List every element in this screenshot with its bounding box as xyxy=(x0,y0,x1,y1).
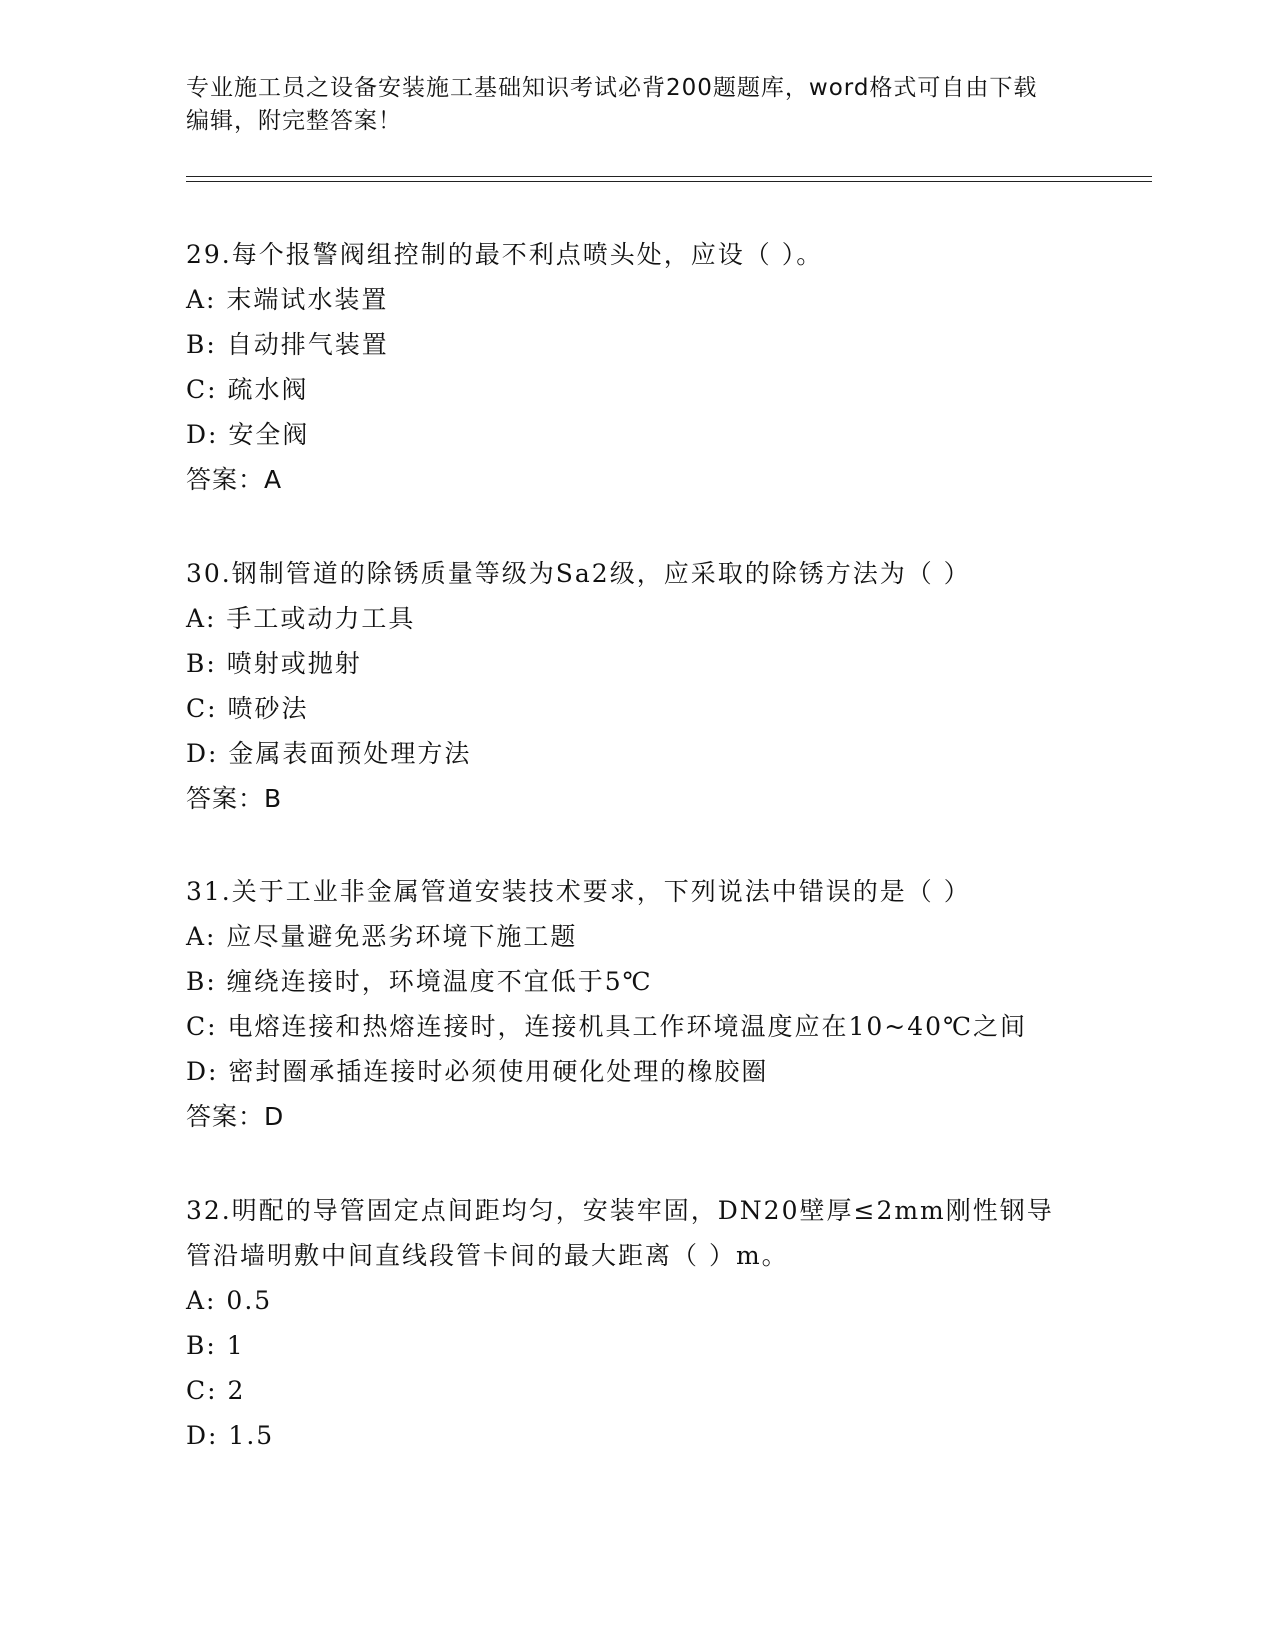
header-line-1: 专业施工员之设备安装施工基础知识考试必背200题题库，word格式可自由下载 xyxy=(186,75,1038,101)
question-31 xyxy=(186,869,1066,1139)
question-stem: 31.关于工业非金属管道安装技术要求，下列说法中错误的是（ ） xyxy=(186,877,971,906)
answer: 答案：A xyxy=(186,465,283,494)
option-d: D: 密封圈承插连接时必须使用硬化处理的橡胶圈 xyxy=(186,1057,769,1086)
option-a: A: 末端试水装置 xyxy=(186,285,389,314)
question-30 xyxy=(186,551,1066,821)
question-32 xyxy=(186,1188,1066,1458)
answer: 答案：D xyxy=(186,1102,285,1131)
option-c: C: 疏水阀 xyxy=(186,375,309,404)
option-c: C: 喷砂法 xyxy=(186,694,309,723)
question-stem-line-2: 管沿墙明敷中间直线段管卡间的最大距离（ ）m。 xyxy=(186,1241,789,1270)
option-a: A: 0.5 xyxy=(186,1286,273,1315)
option-c: C: 2 xyxy=(186,1376,246,1405)
option-d: D: 1.5 xyxy=(186,1421,275,1450)
option-a: A: 应尽量避免恶劣环境下施工题 xyxy=(186,922,578,951)
option-b: B: 自动排气装置 xyxy=(186,330,389,359)
question-stem-line-1: 32.明配的导管固定点间距均匀，安装牢固，DN20壁厚≤2mm刚性钢导 xyxy=(186,1196,1054,1225)
question-29 xyxy=(186,232,1066,502)
question-stem: 29.每个报警阀组控制的最不利点喷头处，应设（ ）。 xyxy=(186,240,824,269)
option-a: A: 手工或动力工具 xyxy=(186,604,416,633)
option-b: B: 喷射或抛射 xyxy=(186,649,362,678)
question-stem: 30.钢制管道的除锈质量等级为Sa2级，应采取的除锈方法为（ ） xyxy=(186,559,971,588)
header-line-2: 编辑，附完整答案！ xyxy=(186,108,402,134)
option-b: B: 缠绕连接时，环境温度不宜低于5℃ xyxy=(186,967,653,996)
header-divider-bottom xyxy=(186,181,1152,182)
option-c: C: 电熔连接和热熔连接时，连接机具工作环境温度应在10~40℃之间 xyxy=(186,1012,1028,1041)
option-d: D: 安全阀 xyxy=(186,420,310,449)
answer: 答案：B xyxy=(186,784,283,813)
document-header xyxy=(186,72,1066,138)
header-divider-top xyxy=(186,176,1152,177)
option-d: D: 金属表面预处理方法 xyxy=(186,739,472,768)
option-b: B: 1 xyxy=(186,1331,245,1360)
